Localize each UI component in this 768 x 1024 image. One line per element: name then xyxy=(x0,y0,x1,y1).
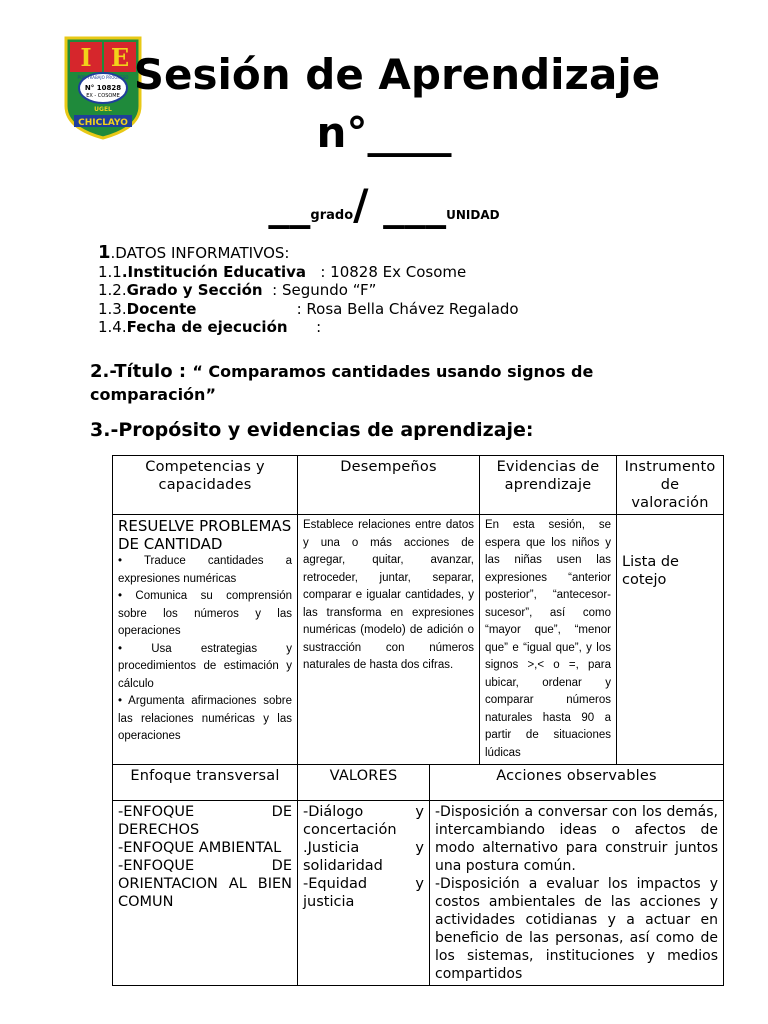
header-enfoque: Enfoque transversal xyxy=(113,765,298,801)
capacidad-item: • Usa estrategias y procedimientos de estimación y cálculo xyxy=(118,642,292,690)
enfoque-item: -ENFOQUE DE ORIENTACION AL BIEN COMUN xyxy=(118,858,292,910)
header-desempenos: Desempeños xyxy=(298,456,480,515)
enfoques-cell xyxy=(113,801,298,986)
valor-item: -Equidad y justicia xyxy=(303,876,424,910)
logo-letter-e: E xyxy=(110,43,130,72)
unidad-blank: ___ xyxy=(383,180,447,229)
logo-place: EX - COSOME xyxy=(86,93,120,99)
header-acciones: Acciones observables xyxy=(430,765,724,801)
slash: / xyxy=(353,180,369,229)
titulo-text: “ Comparamos cantidades usando signos de comparación” xyxy=(90,362,594,404)
datos-row-docente: 1.3.Docente : Rosa Bella Chávez Regalado xyxy=(98,299,519,318)
titulo-label: 2.-Título : xyxy=(90,361,193,382)
capacidad-item: • Traduce cantidades a expresiones numéricas xyxy=(118,555,292,585)
datos-row-grado: 1.2.Grado y Sección : Segundo “F” xyxy=(98,281,377,299)
valor-item: -Diálogo y concertación xyxy=(303,804,424,838)
header-evidencias: Evidencias de aprendizaje xyxy=(480,456,617,515)
capacidad-item: • Comunica su comprensión sobre los números y las operaciones xyxy=(118,590,292,637)
valor-item: .Justicia y solidaridad xyxy=(303,840,424,874)
evidencias-cell: En esta sesión, se espera que los niños y las niñas usen las expresiones “anterior posterior”, “antecesor-sucesor”, así como “mayor que”, “menor que” e “igual que”, y los signos >,< o =, para ubicar, ordenar y comparar números naturales hasta 90 a partir de situaciones lúdicas xyxy=(480,515,617,765)
acciones-cell xyxy=(430,801,724,986)
grado-blank: __ xyxy=(268,180,311,229)
section-proposito: 3.-Propósito y evidencias de aprendizaje: xyxy=(90,419,534,441)
datos-row-fecha: 1.4.Fecha de ejecución : xyxy=(98,318,322,336)
competencias-cell xyxy=(113,515,298,765)
datos-informativos xyxy=(98,244,519,337)
logo-letter-i: I xyxy=(80,43,92,72)
valores-cell xyxy=(298,801,430,986)
header-instrumento: Instrumento de valoración xyxy=(617,456,724,515)
desempenos-cell: Establece relaciones entre datos y una o más acciones de agregar, quitar, avanzar, retroceder, juntar, separar, comparar e igualar cantidades, y las transforma en expresiones numéricas (modelo) de adición o sustracción con números naturales de hasta dos cifras. xyxy=(298,515,480,765)
capacidad-item: • Argumenta afirmaciones sobre las relaciones numéricas y las operaciones xyxy=(118,695,292,742)
header-valores: VALORES xyxy=(298,765,430,801)
logo-city: CHICLAYO xyxy=(78,118,128,128)
page-title: Sesión de Aprendizaje xyxy=(133,50,661,99)
session-number: n°____ xyxy=(316,108,452,157)
section-titulo xyxy=(90,360,690,406)
accion-item: -Disposición a evaluar los impactos y costos ambientales de las acciones y actividades cotidianas y a actuar en beneficio de las personas, así como de los sistemas, instituciones y medios compartidos xyxy=(435,876,718,982)
competencia-name: RESUELVE PROBLEMAS DE CANTIDAD xyxy=(118,517,292,553)
datos-heading: 1.DATOS INFORMATIVOS: xyxy=(98,242,290,263)
learning-table xyxy=(112,455,724,986)
datos-row-institucion: 1.1.Institución Educativa : 10828 Ex Cosome xyxy=(98,262,467,281)
enfoque-item: -ENFOQUE DE DERECHOS xyxy=(118,804,292,838)
accion-item: -Disposición a conversar con los demás, intercambiando ideas o afectos de modo alternativo para construir juntos una postura común. xyxy=(435,804,718,874)
logo-school-number: N° 10828 xyxy=(84,84,122,92)
unidad-label: UNIDAD xyxy=(446,208,500,222)
enfoque-item: -ENFOQUE AMBIENTAL xyxy=(118,840,282,856)
grado-unidad-line xyxy=(0,180,768,241)
header-competencias: Competencias y capacidades xyxy=(113,456,298,515)
instrumento-cell: Lista de cotejo xyxy=(617,515,724,765)
logo-ring-text: POR TRABAJO PROGRESO xyxy=(77,75,129,80)
grado-label: grado xyxy=(310,208,354,223)
logo-ugel: UGEL xyxy=(94,106,112,113)
